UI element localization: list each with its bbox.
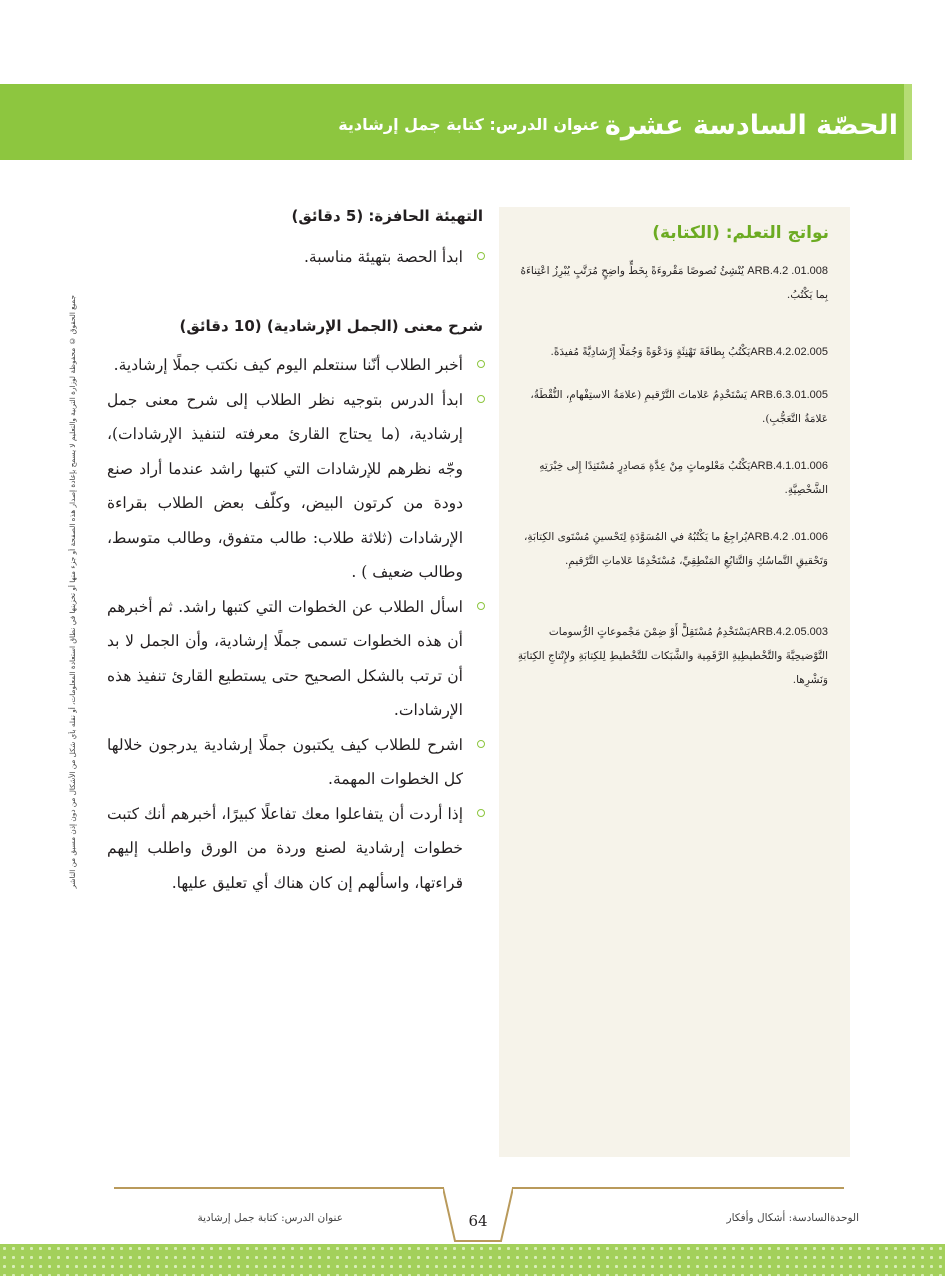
- lesson-title: عنوان الدرس: كتابة جمل إرشادية: [338, 115, 600, 134]
- page-number: 64: [468, 1212, 488, 1230]
- bullet-icon: [477, 395, 485, 403]
- explain-heading-label: شرح معنى (الجمل الإرشادية): [261, 317, 483, 335]
- footer-unit: الوحدةالسادسة: أشكال وأفكار: [726, 1212, 859, 1224]
- learning-outcomes-panel: [499, 207, 850, 1157]
- footer-rule-right: [512, 1187, 844, 1189]
- copyright-notice: [68, 295, 80, 1035]
- footer-lesson: عنوان الدرس: كتابة جمل إرشادية: [197, 1212, 343, 1224]
- outcome-text: يَكْتُبُ بِطاقَةَ تَهْنِئَةٍ وَدَعْوَةً وَجُمَلًا إِرْشادِيَّةً مُفيدَةً.: [550, 346, 751, 358]
- list-item-text: اشرح للطلاب كيف يكتبون جملًا إرشادية يدرجون خلالها كل الخطوات المهمة.: [107, 735, 463, 788]
- outcome-text: يَسْتَخْدِمُ عَلاماتَ التَّرْقيمِ (علامَةُ الاستِفْهامِ، النُّقْطَةُ، عَلامَةُ التَّعَجُّبِ).: [530, 389, 828, 425]
- warmup-duration: (5 دقائق): [291, 207, 364, 225]
- list-item-text: ابدأ الدرس بتوجيه نظر الطلاب إلى شرح معنى جمل إرشادية، (ما يحتاج القارئ معرفته لتنفيذ الإرشادات)، وجّه نظرهم للإرشادات التي كتبها راشد عندما أراد صنع دودة من كرتون البيض، وكلّف بعض الطلاب بقراءة الإرشادات (ثلاثة طلاب: طالب متفوق، وطالب متوسط، وطالب ضعيف ) .: [107, 390, 463, 581]
- list-item-text: إذا أردت أن يتفاعلوا معك تفاعلًا كبيرًا، أخبرهم أنك كتبت خطوات إرشادية لصنع وردة من الورق واطلب إليهم قراءتها، واسألهم إن كان هناك أي تعليق عليها.: [107, 804, 463, 892]
- outcome-code: ARB.4.2.02.005: [750, 346, 828, 358]
- outcome-item: [510, 454, 828, 502]
- outcome-text: يَسْتَخْدِمُ مُسْتَقِلًّ أَوْ ضِمْنَ مَجْموعاتٍ الرُّسومات التَّوْضيحِيَّةَ والتَّخْطيطِيةِ الرَّقَمِية والشَّبَكات للتَّخْطيطِ لِلكِتابَةِ ولإِنْتاجِ الكِتابَةِ وَنَشْرِها.: [517, 626, 828, 686]
- bullet-icon: [477, 252, 485, 260]
- copyright-text: جميع الحقوق © محفوظة لوزارة التربية والتعليم لا يسمح بإعادة إصدار هذه الصفحة أو جزء منها أو تخزينها في نطاق استعادة المعلومات، أو نقله بأي شكل من الأشكال من دون إذن مسبق من الناشر: [68, 295, 77, 889]
- list-item: [107, 383, 483, 590]
- list-item: [107, 728, 483, 797]
- warmup-list: [107, 240, 483, 275]
- warmup-heading: [292, 207, 484, 225]
- list-item: [107, 240, 483, 275]
- list-item: [107, 590, 483, 728]
- list-item: [107, 348, 483, 383]
- outcome-text: يُراجِعُ ما يَكْتُبُهُ في المُسَوَّدَةِ لِتَحْسينِ مُسْتَوى الكِتابَةِ، وَتَحْقيقِ التَّماسُكِ وَالتَّتابُعِ المَنْطِقِيِّ، مُسْتَخْدِمًا عَلاماتِ التَّرْقيمِ.: [524, 531, 828, 567]
- outcome-code: ARB.6.3.01.005: [750, 389, 828, 401]
- bullet-icon: [477, 602, 485, 610]
- list-item-text: ابدأ الحصة بتهيئة مناسبة.: [303, 248, 463, 266]
- bottom-decorative-band: [0, 1244, 945, 1276]
- explain-duration: (10 دقائق): [179, 317, 262, 335]
- bullet-icon: [477, 740, 485, 748]
- outcome-text: يُنْشِئُ نُصوصًا مَقْروءَةً بِخَطٍّ واضِحٍ مُرَتَّبٍ يُبْرِزُ اعْتِناءَهُ بِما يَكْتُبُ.: [520, 265, 828, 301]
- bullet-icon: [477, 360, 485, 368]
- explain-heading: [180, 317, 483, 335]
- outcome-item: [510, 259, 828, 307]
- outcome-code: ARB.4.2 .01.006: [747, 531, 828, 543]
- header-band-edge: [904, 84, 912, 160]
- outcomes-title: نواتج التعلم: (الكتابة): [652, 223, 829, 243]
- list-item: [107, 797, 483, 901]
- outcome-item: [510, 383, 828, 431]
- warmup-heading-label: التهيئة الحافزة:: [363, 207, 483, 225]
- outcome-code: ARB.4.2 .01.008: [747, 265, 828, 277]
- outcome-item: [510, 525, 828, 573]
- footer-rule-left: [114, 1187, 444, 1189]
- outcome-item: [510, 340, 828, 364]
- session-title: الحصّة السادسة عشرة: [604, 110, 898, 141]
- outcome-code: ARB.4.2.05.003: [750, 626, 828, 638]
- outcome-text: يَكْتُبُ مَعْلوماتٍ مِنْ عِدَّةِ مَصادِرٍ مُسْتَنِدًا إِلى خِبْرَتِهِ الشَّخْصِيَّةِ.: [539, 460, 828, 496]
- outcome-item: [510, 620, 828, 692]
- list-item-text: اسأل الطلاب عن الخطوات التي كتبها راشد. ثم أخبرهم أن هذه الخطوات تسمى جملًا إرشادية، وأن الجمل لا بد أن ترتب بالشكل الصحيح حتى يستطيع القارئ تنفيذ هذه الإرشادات.: [107, 597, 463, 719]
- list-item-text: أخبر الطلاب أنّنا سنتعلم اليوم كيف نكتب جملًا إرشادية.: [113, 356, 463, 374]
- explain-list: [107, 348, 483, 900]
- outcome-code: ARB.4.1.01.006: [750, 460, 828, 472]
- bullet-icon: [477, 809, 485, 817]
